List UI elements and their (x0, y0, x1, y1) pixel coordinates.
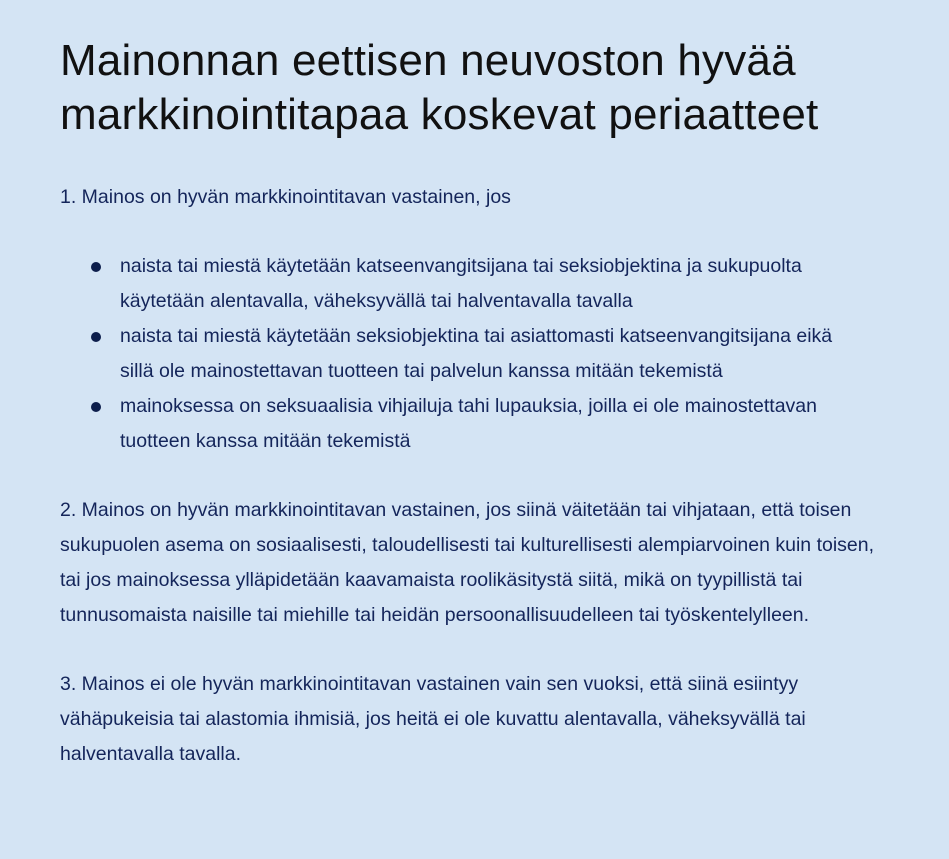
section-2-paragraph: 2. Mainos on hyvän markkinointitavan vastainen, jos siinä väitetään tai vihjataan, että toisen sukupuolen asema on sosiaalisesti, taloudellisesti tai kulturellisesti alempiarvoinen kuin toisen, tai jos mainoksessa ylläpidetään kaavamaista roolikäsitystä siitä, mikä on tyypillistä tai tunnusomaista naisille tai miehille tai heidän persoonallisuudelleen tai työskentelylleen. (60, 499, 875, 626)
bullet-text: mainoksessa on seksuaalisia vihjailuja tahi lupauksia, joilla ei ole mainostettavan tuotteen kanssa mitään tekemistä (120, 395, 817, 452)
bullet-item (60, 389, 850, 459)
bullet-item (60, 319, 850, 389)
bullet-text: naista tai miestä käytetään seksiobjektina tai asiattomasti katseenvangitsijana eikä sillä ole mainostettavan tuotteen tai palvelun kanssa mitään tekemistä (120, 325, 833, 382)
page-title: Mainonnan eettisen neuvoston hyvää markkinointitapaa koskevat periaatteet (60, 36, 819, 139)
bullet-dot-icon (91, 262, 101, 272)
section-1-intro: 1. Mainos on hyvän markkinointitavan vastainen, jos (60, 186, 511, 208)
section-3-paragraph: 3. Mainos ei ole hyvän markkinointitavan vastainen vain sen vuoksi, että siinä esiintyy vähäpukeisia tai alastomia ihmisiä, jos heitä ei ole kuvattu alentavalla, väheksyvällä tai halventavalla tavalla. (60, 673, 806, 765)
bullet-item (60, 249, 850, 319)
bullet-text: naista tai miestä käytetään katseenvangitsijana tai seksiobjektina ja sukupuolta käytetään alentavalla, väheksyvällä tai halventavalla tavalla (120, 255, 802, 312)
bullet-dot-icon (91, 402, 101, 412)
bullet-dot-icon (91, 332, 101, 342)
principles-bullet-list (60, 249, 889, 459)
